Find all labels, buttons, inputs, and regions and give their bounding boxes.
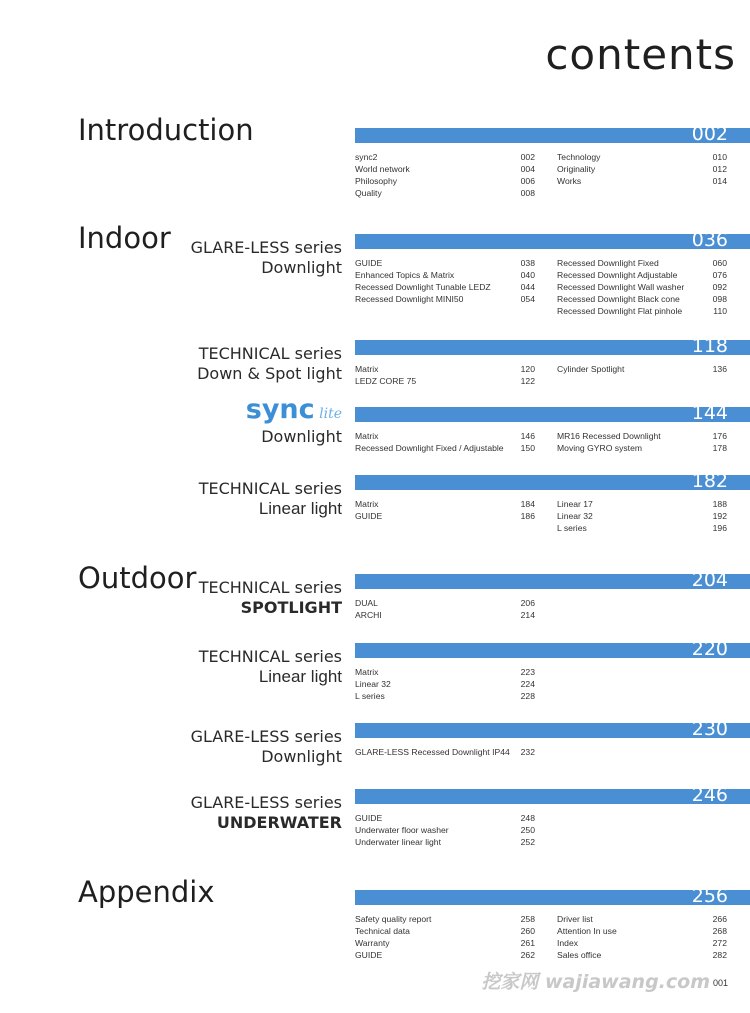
section-bar — [355, 335, 750, 357]
section-heading: Indoor — [78, 221, 171, 255]
series-category: UNDERWATER — [216, 813, 342, 832]
toc-entry[interactable] — [355, 937, 535, 949]
entry-title: Technology — [557, 152, 601, 162]
series-label — [199, 578, 342, 618]
page-number: 001 — [712, 978, 728, 988]
toc-entry[interactable] — [355, 363, 535, 375]
series-category: Down & Spot light — [197, 364, 342, 383]
series-name: TECHNICAL series — [198, 647, 342, 666]
entry-column — [557, 363, 727, 375]
entry-title: MR16 Recessed Downlight — [557, 431, 661, 441]
toc-entry[interactable] — [355, 281, 535, 293]
entry-page: 266 — [712, 914, 727, 924]
entry-title: Philosophy — [355, 176, 398, 186]
entry-page: 136 — [712, 364, 727, 374]
entry-title: Recessed Downlight Wall washer — [557, 282, 685, 292]
entry-title: World network — [355, 164, 410, 174]
entry-column — [557, 430, 727, 454]
entry-page: 184 — [520, 499, 535, 509]
entry-page: 122 — [520, 376, 535, 386]
section-start-page: 036 — [691, 229, 728, 251]
entry-page: 232 — [520, 747, 535, 757]
entry-page: 076 — [712, 270, 727, 280]
entry-page: 188 — [712, 499, 727, 509]
section-bar — [355, 569, 750, 591]
entry-title: sync2 — [355, 152, 378, 162]
section-heading: Introduction — [78, 113, 254, 147]
entry-page: 223 — [520, 667, 535, 677]
entry-page: 150 — [520, 443, 535, 453]
entry-page: 196 — [712, 523, 727, 533]
entry-title: Recessed Downlight Flat pinhole — [557, 306, 683, 316]
toc-entry[interactable] — [557, 163, 727, 175]
entry-column — [557, 151, 727, 187]
toc-entry[interactable] — [355, 949, 535, 961]
toc-entry[interactable] — [557, 430, 727, 442]
toc-entry[interactable] — [355, 746, 535, 758]
toc-entry[interactable] — [557, 510, 727, 522]
entry-title: ARCHI — [355, 610, 382, 620]
entry-page: 262 — [520, 950, 535, 960]
entry-title: Works — [557, 176, 582, 186]
page-title: contents — [545, 30, 736, 79]
entry-column — [355, 257, 535, 305]
entry-page: 272 — [712, 938, 727, 948]
section-start-page: 144 — [691, 402, 728, 424]
entry-page: 258 — [520, 914, 535, 924]
entry-title: Quality — [355, 188, 382, 198]
entry-page: 038 — [520, 258, 535, 268]
toc-entry[interactable] — [557, 498, 727, 510]
entry-column — [557, 498, 727, 534]
toc-entry[interactable] — [557, 913, 727, 925]
series-category: Downlight — [261, 427, 342, 446]
toc-entry[interactable] — [355, 257, 535, 269]
toc-entry[interactable] — [355, 913, 535, 925]
section-heading: Outdoor — [78, 561, 197, 595]
series-label — [191, 793, 342, 833]
toc-entry[interactable] — [557, 305, 727, 317]
series-category: Linear light — [258, 667, 342, 686]
section-start-page: 204 — [691, 569, 728, 591]
entry-title: Safety quality report — [355, 914, 432, 924]
entry-page: 092 — [712, 282, 727, 292]
series-label — [191, 238, 342, 278]
section-bar — [355, 123, 750, 145]
toc-entry[interactable] — [557, 293, 727, 305]
entry-title: Enhanced Topics & Matrix — [355, 270, 455, 280]
entry-page: 008 — [520, 188, 535, 198]
toc-entry[interactable] — [355, 430, 535, 442]
toc-entry[interactable] — [557, 151, 727, 163]
logo-sub-text: lite — [314, 406, 342, 422]
entry-title: Underwater linear light — [355, 837, 441, 847]
entry-title: Attention In use — [557, 926, 617, 936]
entry-column — [355, 746, 535, 758]
entry-page: 224 — [520, 679, 535, 689]
entry-title: GUIDE — [355, 511, 383, 521]
toc-entry[interactable] — [355, 269, 535, 281]
entry-title: Matrix — [355, 364, 379, 374]
entry-title: Recessed Downlight Fixed / Adjustable — [355, 443, 504, 453]
entry-page: 010 — [712, 152, 727, 162]
entry-title: GLARE-LESS Recessed Downlight IP44 — [355, 747, 510, 757]
entry-page: 146 — [520, 431, 535, 441]
toc-entry[interactable] — [355, 442, 535, 454]
section-start-page: 118 — [691, 335, 728, 357]
toc-entry[interactable] — [355, 609, 535, 621]
entry-page: 060 — [712, 258, 727, 268]
entry-page: 214 — [520, 610, 535, 620]
toc-entry[interactable] — [355, 293, 535, 305]
entry-page: 054 — [520, 294, 535, 304]
entry-page: 004 — [520, 164, 535, 174]
entry-title: Moving GYRO system — [557, 443, 643, 453]
series-name: GLARE-LESS series — [190, 727, 342, 746]
entry-title: LEDZ CORE 75 — [355, 376, 417, 386]
entry-page: 252 — [520, 837, 535, 847]
toc-entry[interactable] — [355, 510, 535, 522]
logo-main-text: sync — [245, 394, 315, 425]
section-start-page: 002 — [691, 123, 728, 145]
toc-entry[interactable] — [355, 163, 535, 175]
entry-title: Index — [557, 938, 579, 948]
entry-page: 006 — [520, 176, 535, 186]
entry-page: 110 — [713, 306, 727, 316]
series-label — [197, 344, 342, 384]
entry-column — [355, 363, 535, 387]
series-category: Linear light — [258, 499, 342, 518]
entry-page: 002 — [520, 152, 535, 162]
entry-title: Originality — [557, 164, 596, 174]
toc-entry[interactable] — [355, 498, 535, 510]
toc-entry[interactable] — [355, 175, 535, 187]
entry-title: Recessed Downlight Tunable LEDZ — [355, 282, 491, 292]
entry-column — [355, 597, 535, 621]
series-category: SPOTLIGHT — [240, 598, 342, 617]
entry-title: Recessed Downlight Fixed — [557, 258, 659, 268]
series-label — [191, 727, 342, 767]
toc-entry[interactable] — [557, 175, 727, 187]
entry-title: Linear 17 — [557, 499, 593, 509]
series-label — [245, 394, 342, 447]
entry-title: Matrix — [355, 431, 379, 441]
toc-entry[interactable] — [557, 925, 727, 937]
section-bar — [355, 470, 750, 492]
entry-column — [355, 430, 535, 454]
entry-page: 206 — [520, 598, 535, 608]
series-category: Downlight — [261, 258, 342, 277]
entry-column — [355, 666, 535, 702]
section-bar — [355, 402, 750, 424]
section-glare-downlight — [0, 221, 750, 357]
series-category: Downlight — [261, 747, 342, 766]
toc-entry[interactable] — [557, 281, 727, 293]
toc-entry[interactable] — [355, 690, 535, 702]
toc-entry[interactable] — [355, 187, 535, 199]
section-start-page: 220 — [691, 638, 728, 660]
entry-page: 268 — [712, 926, 727, 936]
toc-entry[interactable] — [355, 666, 535, 678]
entry-title: Underwater floor washer — [355, 825, 449, 835]
toc-entry[interactable] — [557, 937, 727, 949]
entry-title: L series — [557, 523, 587, 533]
entry-page: 192 — [712, 511, 727, 521]
entry-title: Recessed Downlight Black cone — [557, 294, 680, 304]
entry-page: 228 — [520, 691, 535, 701]
series-name: TECHNICAL series — [198, 479, 342, 498]
entry-title: Technical data — [355, 926, 410, 936]
entry-page: 098 — [712, 294, 727, 304]
entry-title: GUIDE — [355, 258, 383, 268]
entry-title: Recessed Downlight MINI50 — [355, 294, 464, 304]
entry-page: 012 — [712, 164, 727, 174]
entry-column — [557, 257, 727, 317]
entry-title: Driver list — [557, 914, 593, 924]
section-start-page: 230 — [691, 718, 728, 740]
series-name: TECHNICAL series — [198, 578, 342, 597]
toc-entry[interactable] — [557, 442, 727, 454]
watermark: 挖家网 wajiawang.com — [481, 971, 710, 993]
toc-entry[interactable] — [355, 151, 535, 163]
series-name: GLARE-LESS series — [190, 238, 342, 257]
entry-title: DUAL — [355, 598, 378, 608]
entry-column — [355, 498, 535, 522]
entry-page: 178 — [712, 443, 727, 453]
section-bar — [355, 718, 750, 740]
entry-title: L series — [355, 691, 385, 701]
series-label — [199, 479, 342, 519]
entry-title: Linear 32 — [557, 511, 593, 521]
toc-entry[interactable] — [557, 949, 727, 961]
section-bar — [355, 784, 750, 806]
toc-entry[interactable] — [355, 824, 535, 836]
toc-entry[interactable] — [557, 522, 727, 534]
series-label — [199, 647, 342, 687]
entry-page: 176 — [712, 431, 727, 441]
section-heading: Appendix — [78, 875, 215, 909]
section-bar — [355, 229, 750, 251]
toc-entry[interactable] — [557, 269, 727, 281]
entry-page: 261 — [520, 938, 535, 948]
entry-page: 044 — [520, 282, 535, 292]
entry-title: Matrix — [355, 667, 379, 677]
toc-entry[interactable] — [355, 925, 535, 937]
entry-page: 040 — [520, 270, 535, 280]
toc-entry[interactable] — [355, 375, 535, 387]
entry-page: 120 — [520, 364, 535, 374]
toc-entry[interactable] — [355, 678, 535, 690]
section-bar — [355, 885, 750, 907]
toc-entry[interactable] — [355, 597, 535, 609]
entry-page: 282 — [712, 950, 727, 960]
entry-page: 014 — [712, 176, 727, 186]
entry-page: 250 — [520, 825, 535, 835]
section-bar — [355, 638, 750, 660]
section-start-page: 182 — [691, 470, 728, 492]
toc-entry[interactable] — [355, 812, 535, 824]
entry-title: Matrix — [355, 499, 379, 509]
entry-column — [355, 913, 535, 961]
section-start-page: 256 — [691, 885, 728, 907]
entry-title: Sales office — [557, 950, 602, 960]
entry-column — [557, 913, 727, 961]
sync-lite-logo — [245, 394, 342, 427]
entry-title: GUIDE — [355, 950, 383, 960]
section-start-page: 246 — [691, 784, 728, 806]
entry-page: 186 — [520, 511, 535, 521]
entry-title: Recessed Downlight Adjustable — [557, 270, 678, 280]
series-name: TECHNICAL series — [198, 344, 342, 363]
toc-entry[interactable] — [557, 363, 727, 375]
entry-title: Cylinder Spotlight — [557, 364, 625, 374]
entry-title: Warranty — [355, 938, 390, 948]
entry-page: 248 — [520, 813, 535, 823]
toc-entry[interactable] — [557, 257, 727, 269]
entry-column — [355, 812, 535, 848]
entry-page: 260 — [520, 926, 535, 936]
entry-title: Linear 32 — [355, 679, 391, 689]
series-name: GLARE-LESS series — [190, 793, 342, 812]
entry-title: GUIDE — [355, 813, 383, 823]
toc-entry[interactable] — [355, 836, 535, 848]
entry-column — [355, 151, 535, 199]
